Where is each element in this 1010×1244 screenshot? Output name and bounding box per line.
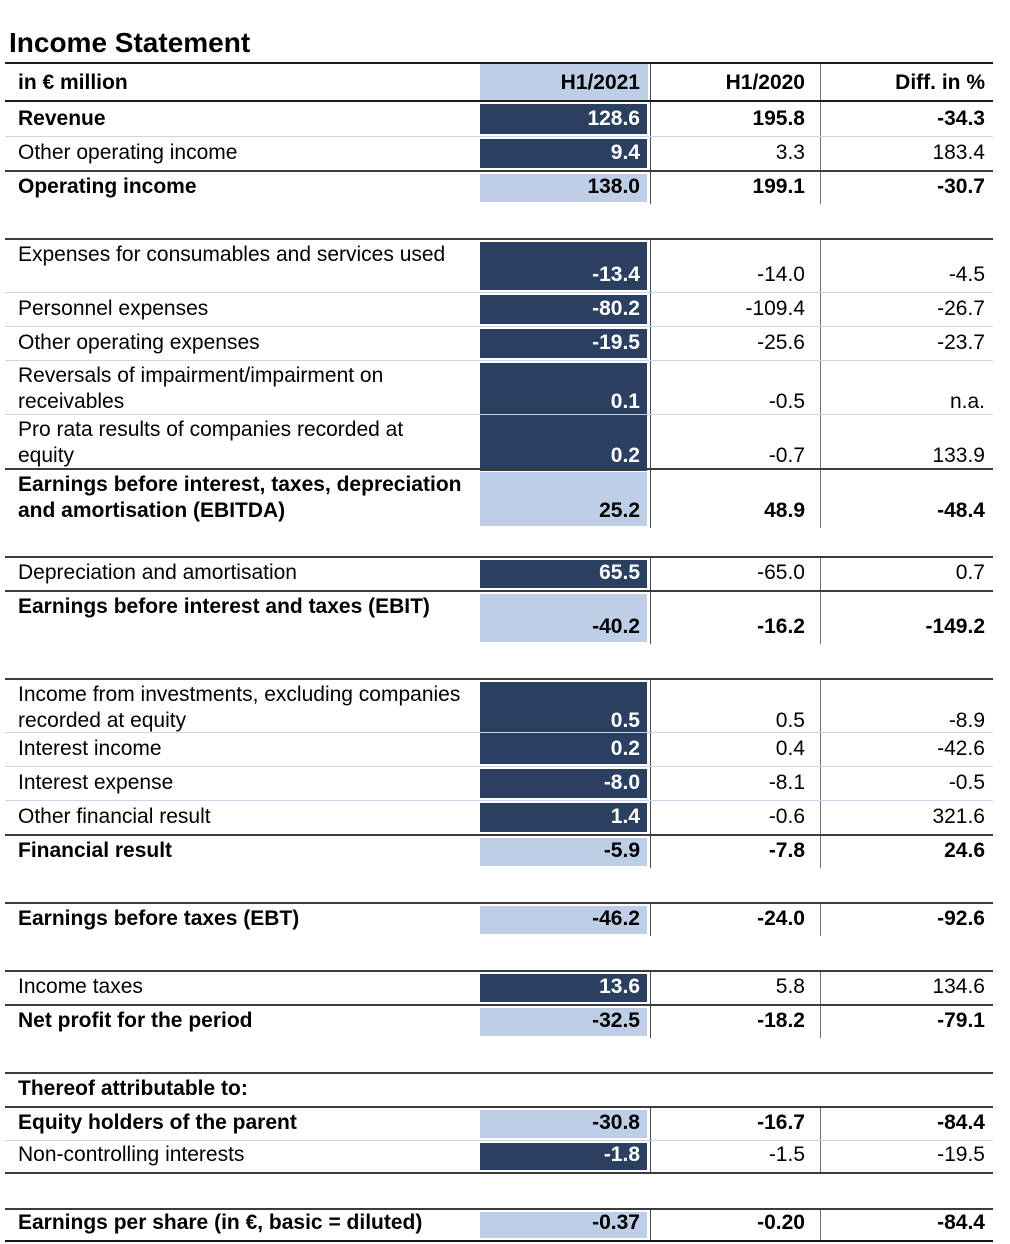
table-row <box>5 590 993 644</box>
value-diff-percent: n.a. <box>820 361 993 419</box>
value-h1-2020: -14.0 <box>650 240 820 292</box>
table-row <box>5 834 993 868</box>
table-header-row <box>5 62 993 102</box>
value-diff-percent <box>820 1074 993 1106</box>
value-h1-2020: -7.8 <box>650 836 820 868</box>
value-h1-2021: -13.4 <box>480 240 650 292</box>
value-h1-2021: -32.5 <box>480 1006 650 1038</box>
value-h1-2020: -8.1 <box>650 767 820 800</box>
value-h1-2021: -40.2 <box>480 592 650 644</box>
value-h1-2020: 0.5 <box>650 680 820 738</box>
section-gap <box>5 1038 993 1072</box>
value-diff-percent: -79.1 <box>820 1006 993 1038</box>
value-h1-2020: -0.5 <box>650 361 820 419</box>
table-row <box>5 902 993 936</box>
value-h1-2020: 199.1 <box>650 172 820 204</box>
row-label: Expenses for consumables and services used <box>18 243 446 266</box>
row-label: Personnel expenses <box>18 297 209 320</box>
row-label: Reversals of impairment/impairment on receivables <box>18 364 384 413</box>
value-diff-percent: -34.3 <box>820 102 993 136</box>
section-gap <box>5 868 993 902</box>
value-diff-percent: 321.6 <box>820 801 993 834</box>
table-row <box>5 170 993 204</box>
value-h1-2021: -1.8 <box>480 1141 650 1172</box>
value-h1-2021: 13.6 <box>480 972 650 1004</box>
value-diff-percent: -0.5 <box>820 767 993 800</box>
row-label: Operating income <box>18 175 197 198</box>
header-h1-2020: H1/2020 <box>650 64 820 100</box>
value-h1-2020: 3.3 <box>650 137 820 170</box>
value-diff-percent: 0.7 <box>820 558 993 590</box>
value-diff-percent: 24.6 <box>820 836 993 868</box>
table-row <box>5 360 993 414</box>
value-h1-2020: -0.20 <box>650 1210 820 1240</box>
table-row <box>5 678 993 732</box>
row-label: Thereof attributable to: <box>18 1077 248 1100</box>
table-row <box>5 326 993 360</box>
value-h1-2020: 0.4 <box>650 733 820 766</box>
table-row <box>5 292 993 326</box>
table-row <box>5 1004 993 1038</box>
value-diff-percent: -4.5 <box>820 240 993 292</box>
row-label: Other operating income <box>18 141 238 164</box>
header-diff-percent: Diff. in % <box>820 64 993 100</box>
value-diff-percent: -84.4 <box>820 1210 993 1240</box>
table-row <box>5 468 993 522</box>
row-label: Non-controlling interests <box>18 1143 245 1166</box>
value-h1-2021: 128.6 <box>480 102 650 136</box>
table-row <box>5 800 993 834</box>
value-h1-2021: -19.5 <box>480 327 650 360</box>
value-h1-2020: -24.0 <box>650 904 820 936</box>
section-gap <box>5 1174 993 1208</box>
row-label: Earnings before taxes (EBT) <box>18 907 300 930</box>
section-gap <box>5 644 993 678</box>
value-diff-percent: 133.9 <box>820 415 993 473</box>
section-gap <box>5 204 993 238</box>
value-h1-2020: -16.7 <box>650 1108 820 1140</box>
value-h1-2021: 0.2 <box>480 733 650 766</box>
value-h1-2020: -16.2 <box>650 592 820 644</box>
value-h1-2021: -8.0 <box>480 767 650 800</box>
value-diff-percent: -92.6 <box>820 904 993 936</box>
table-row <box>5 102 993 136</box>
value-h1-2021: 0.5 <box>480 680 650 738</box>
value-h1-2021: -46.2 <box>480 904 650 936</box>
header-unit-label: in € million <box>18 71 128 94</box>
row-label: Pro rata results of companies recorded at equity <box>18 418 404 467</box>
value-h1-2021 <box>480 1074 650 1106</box>
value-diff-percent: -23.7 <box>820 327 993 360</box>
value-diff-percent: -48.4 <box>820 470 993 528</box>
value-h1-2020 <box>650 1074 820 1106</box>
table-row <box>5 766 993 800</box>
table-row <box>5 1072 993 1106</box>
table-row <box>5 970 993 1004</box>
value-h1-2020: -18.2 <box>650 1006 820 1038</box>
row-label: Income from investments, excluding companies recorded at equity <box>18 683 461 732</box>
value-h1-2021: -80.2 <box>480 293 650 326</box>
value-diff-percent: -42.6 <box>820 733 993 766</box>
value-h1-2021: 0.2 <box>480 415 650 473</box>
row-label: Income taxes <box>18 975 143 998</box>
value-h1-2021: 138.0 <box>480 172 650 204</box>
row-label: Interest expense <box>18 771 174 794</box>
value-diff-percent: -19.5 <box>820 1141 993 1172</box>
table-row <box>5 414 993 468</box>
row-label: Financial result <box>18 839 173 862</box>
value-h1-2020: 195.8 <box>650 102 820 136</box>
value-h1-2020: -0.6 <box>650 801 820 834</box>
value-h1-2020: 5.8 <box>650 972 820 1004</box>
row-label: Revenue <box>18 107 106 130</box>
row-label: Other financial result <box>18 805 211 828</box>
value-h1-2020: -65.0 <box>650 558 820 590</box>
value-h1-2021: -30.8 <box>480 1108 650 1140</box>
value-diff-percent: -84.4 <box>820 1108 993 1140</box>
value-h1-2020: 48.9 <box>650 470 820 528</box>
row-label: Earnings before interest, taxes, depreciation and amortisation (EBITDA) <box>18 473 462 522</box>
row-label: Depreciation and amortisation <box>18 561 297 584</box>
table-row <box>5 136 993 170</box>
value-diff-percent: 183.4 <box>820 137 993 170</box>
page-title: Income Statement <box>9 26 251 58</box>
value-diff-percent: -26.7 <box>820 293 993 326</box>
row-label: Equity holders of the parent <box>18 1111 297 1134</box>
value-diff-percent: -8.9 <box>820 680 993 738</box>
value-h1-2020: -109.4 <box>650 293 820 326</box>
row-label: Earnings before interest and taxes (EBIT) <box>18 595 430 618</box>
table-row <box>5 556 993 590</box>
value-h1-2020: -25.6 <box>650 327 820 360</box>
section-gap <box>5 936 993 970</box>
value-h1-2021: 0.1 <box>480 361 650 419</box>
value-h1-2020: -0.7 <box>650 415 820 473</box>
value-h1-2021: 25.2 <box>480 470 650 528</box>
row-label: Interest income <box>18 737 162 760</box>
value-h1-2021: 65.5 <box>480 558 650 590</box>
value-diff-percent: -30.7 <box>820 172 993 204</box>
value-h1-2021: 9.4 <box>480 137 650 170</box>
table-row <box>5 238 993 292</box>
table-row <box>5 732 993 766</box>
table-row <box>5 1106 993 1140</box>
value-h1-2021: -0.37 <box>480 1210 650 1240</box>
value-h1-2021: 1.4 <box>480 801 650 834</box>
value-h1-2021: -5.9 <box>480 836 650 868</box>
row-label: Net profit for the period <box>18 1009 253 1032</box>
header-h1-2021: H1/2021 <box>480 64 650 100</box>
value-diff-percent: -149.2 <box>820 592 993 644</box>
table-row <box>5 1140 993 1174</box>
row-label: Earnings per share (in €, basic = diluted) <box>18 1211 423 1234</box>
table-row <box>5 1208 993 1242</box>
value-h1-2020: -1.5 <box>650 1141 820 1172</box>
row-label: Other operating expenses <box>18 331 260 354</box>
income-statement-table <box>5 62 993 1242</box>
value-diff-percent: 134.6 <box>820 972 993 1004</box>
